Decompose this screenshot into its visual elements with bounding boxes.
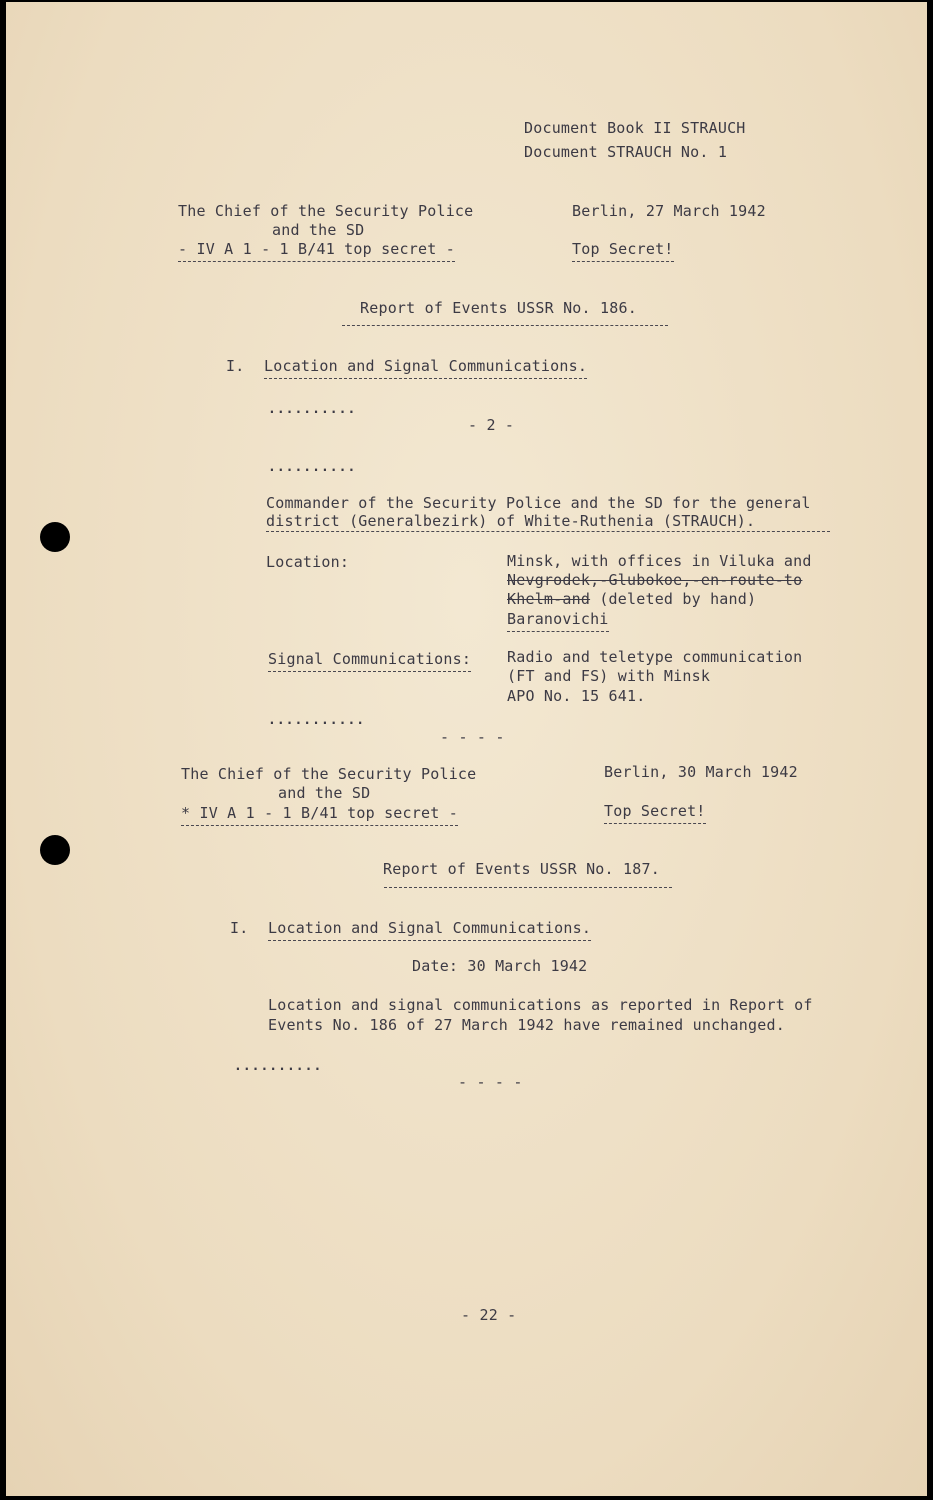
signal-line-1: Radio and teletype communication [507, 648, 803, 666]
doc-number-line: Document STRAUCH No. 1 [524, 143, 728, 161]
place-date: Berlin, 27 March 1942 [572, 202, 766, 220]
section-title: Location and Signal Communications. [264, 357, 587, 379]
sender-reference: * IV A 1 - 1 B/41 top secret - [181, 804, 458, 826]
classification: Top Secret! [572, 240, 674, 262]
separator: - - - - [458, 1073, 523, 1091]
sender-line-2: and the SD [272, 221, 365, 239]
location-line-4: Baranovichi [507, 610, 609, 632]
doc-book-line: Document Book II STRAUCH [524, 119, 746, 137]
section-title: Location and Signal Communications. [268, 919, 591, 941]
body-line-1: Location and signal communications as reported in Report of [268, 996, 813, 1014]
commander-line-1: Commander of the Security Police and the SD for the general [266, 494, 811, 512]
document-page [6, 2, 927, 1496]
location-line-1: Minsk, with offices in Viluka and [507, 552, 812, 570]
section-number: I. [230, 919, 249, 937]
sender-line-1: The Chief of the Security Police [178, 202, 474, 220]
ellipsis: .......... [268, 460, 357, 475]
title-underline [384, 887, 672, 888]
signal-line-3: APO No. 15 641. [507, 687, 646, 705]
body-line-2: Events No. 186 of 27 March 1942 have remained unchanged. [268, 1016, 785, 1034]
sender-line-2: and the SD [278, 784, 371, 802]
page-number: - 22 - [461, 1306, 517, 1324]
deleted-note: (deleted by hand) [599, 590, 757, 608]
signal-line-2: (FT and FS) with Minsk [507, 667, 711, 685]
signal-label: Signal Communications: [268, 650, 471, 672]
sender-line-1: The Chief of the Security Police [181, 765, 477, 783]
punch-hole-lower [40, 835, 70, 865]
location-struck-1: Nevgrodek,-Glubokoe,-en-route-to [507, 571, 803, 589]
ellipsis: ........... [268, 713, 366, 728]
commander-line-2: district (Generalbezirk) of White-Ruthenia (STRAUCH). [266, 512, 756, 530]
report-title-187: Report of Events USSR No. 187. [383, 860, 660, 878]
title-underline [342, 325, 668, 326]
separator: - - - - [440, 728, 505, 746]
date-line: Date: 30 March 1942 [412, 957, 588, 975]
page-marker: - 2 - [468, 416, 515, 434]
commander-underline [266, 531, 830, 532]
sender-reference: - IV A 1 - 1 B/41 top secret - [178, 240, 455, 262]
classification: Top Secret! [604, 802, 706, 824]
report-title-186: Report of Events USSR No. 186. [360, 299, 637, 317]
location-label: Location: [266, 553, 350, 571]
ellipsis: .......... [234, 1059, 323, 1074]
section-number: I. [226, 357, 245, 375]
ellipsis: .......... [268, 402, 357, 417]
punch-hole-upper [40, 522, 70, 552]
location-line-3 [507, 590, 756, 609]
location-struck-2: Khelm-and [507, 590, 591, 608]
place-date: Berlin, 30 March 1942 [604, 763, 798, 781]
